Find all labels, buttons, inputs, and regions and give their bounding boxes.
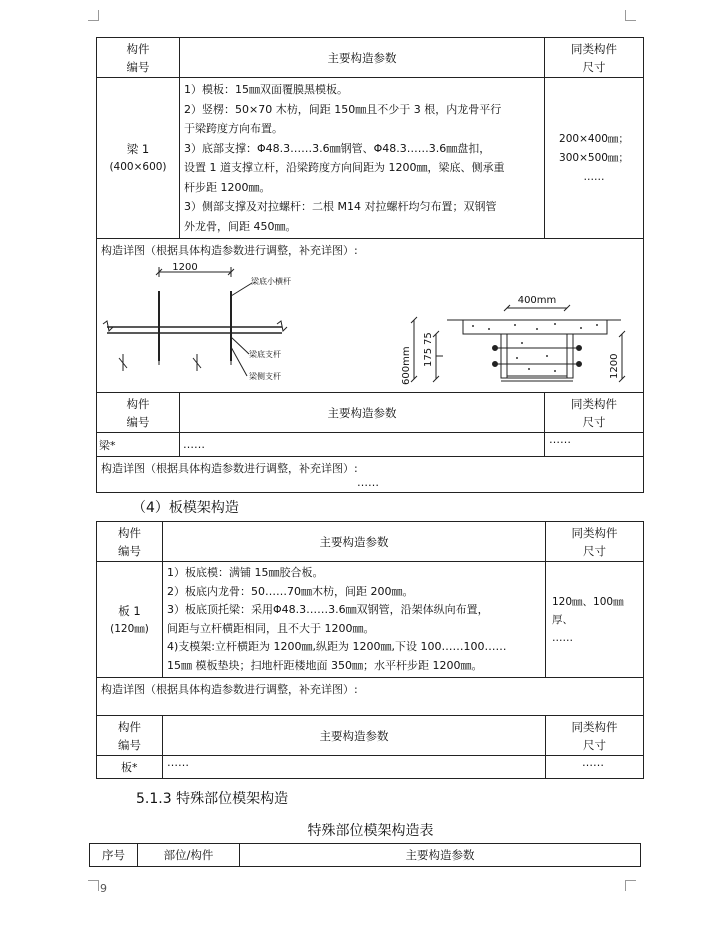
beamx-detail-label: 构造详图（根据具体构造参数进行调整，补充详图）: (101, 462, 358, 475)
header-similar-size (545, 38, 644, 78)
param-line: 3）底部支撑：Φ48.3……3.6㎜钢管、Φ48.3……3.6㎜盘扣， (184, 141, 491, 155)
header-similar-size (545, 393, 644, 433)
label-beam-side-support: 梁侧支杆 (249, 372, 281, 381)
beamx-detail-value: …… (357, 476, 379, 489)
header-component-no (97, 716, 163, 756)
crop-mark (88, 880, 99, 891)
slab1-params (163, 562, 546, 678)
header-text: 编号 (126, 414, 150, 429)
beamx-params: …… (180, 433, 545, 457)
header-text: 构件 (126, 41, 150, 56)
col-no: 序号 (90, 844, 138, 867)
header-text: 同类构件 (571, 525, 618, 540)
header-text: 尺寸 (583, 737, 606, 752)
crop-mark (625, 880, 636, 891)
slab1-similar (546, 562, 644, 678)
header-text: 同类构件 (571, 719, 618, 734)
header-text: 尺寸 (582, 414, 606, 429)
slab-section-title: （4）板模架构造 (132, 500, 239, 516)
header-text: 构件 (118, 525, 141, 540)
section-view (411, 305, 625, 382)
beam1-id: 梁 1 (126, 142, 150, 156)
beam1-size: (400×600) (109, 161, 167, 173)
param-line: 于梁跨度方向布置。 (184, 122, 283, 135)
slabx-params: …… (163, 756, 546, 779)
slabx-row (97, 756, 644, 779)
slab-header-row-2 (97, 716, 644, 756)
beamx-similar: …… (545, 433, 644, 457)
label-beam-bottom-crossbar: 梁底小横杆 (251, 277, 291, 286)
slab-table (96, 521, 644, 779)
page-number: 9 (100, 882, 107, 895)
slab1-detail-cell (97, 678, 644, 716)
header-similar-size (546, 522, 644, 562)
header-main-params: 主要构造参数 (180, 38, 545, 78)
similar-line: 厚、 (552, 613, 573, 626)
header-text: 编号 (126, 59, 150, 74)
beam-table (96, 37, 644, 493)
similar-line: 120㎜、100㎜ (552, 595, 624, 608)
beam1-detail-row (97, 239, 644, 393)
beam1-detail-cell (97, 239, 644, 393)
crop-mark (88, 10, 99, 21)
similar-line: 200×400㎜； (559, 132, 629, 145)
param-line: 15㎜ 模板垫块；扫地杆距楼地面 350㎜；水平杆步距 1200㎜。 (167, 658, 483, 672)
beam-header-row-2 (97, 393, 644, 433)
header-main-params: 主要构造参数 (163, 522, 546, 562)
param-line: 外龙骨，间距 450㎜。 (184, 219, 297, 233)
header-text: 尺寸 (583, 543, 606, 558)
slab1-id: 板 1 (118, 603, 141, 618)
param-line: 3）侧部支撑及对拉螺杆：二根 M14 对拉螺杆均匀布置；双钢管 (184, 200, 497, 213)
beam1-params (180, 78, 545, 239)
beamx-detail-cell (97, 457, 644, 493)
slab1-row (97, 562, 644, 678)
beam1-row (97, 78, 644, 239)
header-text: 构件 (118, 719, 141, 734)
header-text: 编号 (118, 543, 141, 558)
slabx-id: 板* (97, 756, 163, 779)
similar-line: 300×500㎜； (559, 151, 629, 164)
dim-400mm: 400mm (517, 295, 557, 306)
beam-detail-drawing (97, 261, 642, 389)
beam1-detail-label: 构造详图（根据具体构造参数进行调整，补充详图）: (101, 244, 358, 257)
label-beam-bottom-support: 梁底支杆 (249, 350, 281, 359)
param-line: 设置 1 道支撑立杆，沿梁跨度方向间距为 1200㎜，梁底、侧承重 (184, 161, 505, 174)
header-text: 构件 (126, 396, 150, 411)
col-part: 部位/构件 (138, 844, 240, 867)
similar-line: …… (552, 631, 573, 644)
header-component-no (97, 38, 180, 78)
dim-75: 75 (423, 332, 434, 345)
beam1-id-cell (97, 78, 180, 239)
dim-600mm: 600mm (401, 346, 412, 385)
dim-175: 175 (423, 347, 434, 367)
special-table (89, 843, 641, 867)
param-line: 间距与立杆横距相同，且不大于 1200㎜。 (167, 621, 375, 635)
header-component-no (97, 522, 163, 562)
dim-1200-right: 1200 (609, 353, 620, 379)
section-heading: 5.1.3 特殊部位模架构造 (136, 791, 289, 807)
param-line: 1）模板：15㎜双面覆膜黑模板。 (184, 83, 348, 96)
header-text: 同类构件 (571, 396, 617, 411)
header-main-params: 主要构造参数 (180, 393, 545, 433)
beam1-similar (545, 78, 644, 239)
special-table-title: 特殊部位模架构造表 (307, 823, 434, 839)
param-line: 1）板底模：满铺 15㎜胶合板。 (167, 566, 324, 579)
slab1-detail-row (97, 678, 644, 716)
slab1-id-cell (97, 562, 163, 678)
slab-header-row (97, 522, 644, 562)
header-main-params: 主要构造参数 (163, 716, 546, 756)
header-component-no (97, 393, 180, 433)
beamx-id: 梁* (97, 433, 180, 457)
beamx-row (97, 433, 644, 457)
param-line: 4)支模架:立杆横距为 1200㎜,纵距为 1200㎜,下设 100……100…… (167, 640, 507, 653)
header-similar-size (546, 716, 644, 756)
dim-1200-top: 1200 (172, 262, 198, 273)
param-line: 杆步距 1200㎜。 (184, 180, 271, 194)
slab1-size: (120㎜) (110, 622, 149, 635)
col-params: 主要构造参数 (240, 844, 641, 867)
param-line: 3）板底顶托梁：采用Φ48.3……3.6㎜双钢管，沿架体纵向布置， (167, 603, 489, 616)
crop-mark (625, 10, 636, 21)
param-line: 2）板底内龙骨：50……70㎜木枋，间距 200㎜。 (167, 584, 414, 598)
beamx-detail-row (97, 457, 644, 493)
similar-line: …… (583, 170, 605, 183)
header-text: 编号 (118, 737, 141, 752)
header-text: 同类构件 (571, 41, 617, 56)
header-text: 尺寸 (582, 59, 606, 74)
param-line: 2）竖楞：50×70 木枋，间距 150㎜且不少于 3 根，内龙骨平行 (184, 102, 502, 116)
slab1-detail-label: 构造详图（根据具体构造参数进行调整，补充详图）: (101, 683, 358, 696)
beam-header-row (97, 38, 644, 78)
special-header-row (90, 844, 641, 867)
slabx-similar: …… (546, 756, 644, 779)
